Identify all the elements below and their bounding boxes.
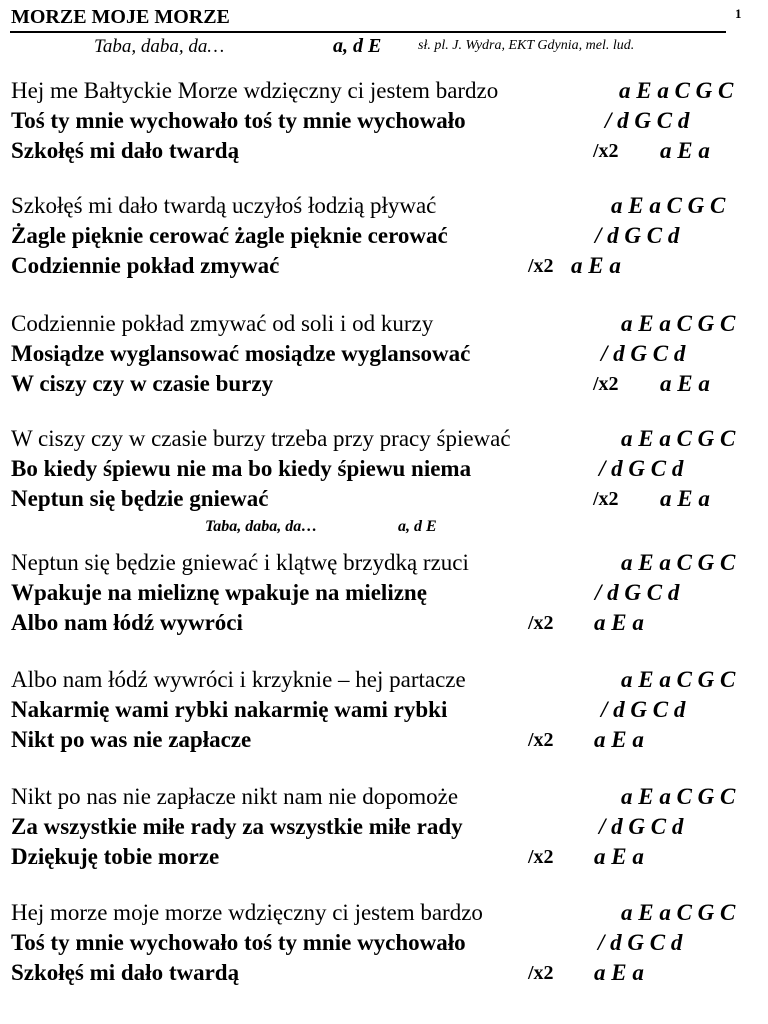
subtitle-chords: a, d E: [333, 35, 382, 57]
lyric-text: Mosiądze wyglansować mosiądze wyglansować: [11, 341, 471, 366]
lyric-text: Wpakuje na mieliznę wpakuje na mieliznę: [11, 580, 427, 605]
chord-label: / d G C d: [598, 930, 683, 955]
repeat-mark: /x2: [593, 140, 619, 162]
repeat-mark: /x2: [528, 612, 554, 634]
chord-label: a E a C G C: [621, 667, 736, 692]
chord-label: a E a C G C: [619, 78, 734, 103]
lyric-text: Albo nam łódź wywróci i krzyknie – hej partacze: [11, 667, 466, 692]
repeat-mark: /x2: [593, 488, 619, 510]
chord-label: / d G C d: [595, 580, 680, 605]
chord-label: / d G C d: [601, 697, 686, 722]
interlude-chords: a, d E: [398, 518, 437, 535]
page-number: 1: [735, 6, 742, 21]
lyric-text: Albo nam łódź wywróci: [11, 610, 243, 635]
chord-label: / d G C d: [605, 108, 690, 133]
repeat-mark: /x2: [528, 962, 554, 984]
lyric-text: Bo kiedy śpiewu nie ma bo kiedy śpiewu niema: [11, 456, 472, 481]
lyric-text: Dziękuję tobie morze: [11, 844, 220, 869]
lyric-text: Neptun się będzie gniewać: [11, 486, 269, 511]
chord-label: a E a C G C: [621, 784, 736, 809]
lyric-text: Codziennie pokład zmywać: [11, 253, 280, 278]
lyric-text: Szkołęś mi dało twardą: [11, 138, 240, 163]
chord-label: a E a: [594, 610, 644, 635]
title-underline: [10, 31, 726, 33]
lyric-text: Codziennie pokład zmywać od soli i od kurzy: [11, 311, 434, 336]
song-title: MORZE MOJE MORZE: [11, 6, 230, 28]
chord-label: / d G C d: [595, 223, 680, 248]
lyric-text: Hej me Bałtyckie Morze wdzięczny ci jestem bardzo: [11, 78, 499, 103]
chord-label: a E a C G C: [621, 900, 736, 925]
lyric-text: Nakarmię wami rybki nakarmię wami rybki: [11, 697, 448, 722]
lyric-text: W ciszy czy w czasie burzy: [11, 371, 274, 396]
repeat-mark: /x2: [528, 729, 554, 751]
lyric-text: Toś ty mnie wychowało toś ty mnie wychowało: [11, 930, 466, 955]
subtitle: Taba, daba, da…: [94, 36, 225, 57]
chord-label: a E a: [594, 960, 644, 985]
chord-label: / d G C d: [599, 814, 684, 839]
lyric-text: Nikt po was nie zapłacze: [11, 727, 252, 752]
repeat-mark: /x2: [593, 373, 619, 395]
lyric-text: W ciszy czy w czasie burzy trzeba przy pracy śpiewać: [11, 426, 511, 451]
lyric-text: Żagle pięknie cerować żagle pięknie cerować: [11, 223, 448, 248]
lyric-text: Za wszystkie miłe rady za wszystkie miłe rady: [11, 814, 463, 839]
chord-label: a E a: [660, 486, 710, 511]
chord-label: a E a C G C: [621, 311, 736, 336]
repeat-mark: /x2: [528, 255, 554, 277]
chord-label: a E a: [660, 371, 710, 396]
chord-label: / d G C d: [599, 456, 684, 481]
lyric-text: Nikt po nas nie zapłacze nikt nam nie dopomoże: [11, 784, 459, 809]
lyric-text: Neptun się będzie gniewać i klątwę brzydką rzuci: [11, 550, 469, 575]
lyric-text: Toś ty mnie wychowało toś ty mnie wychowało: [11, 108, 466, 133]
chord-label: a E a C G C: [611, 193, 726, 218]
chord-label: a E a C G C: [621, 550, 736, 575]
chord-label: a E a: [571, 253, 621, 278]
chord-label: a E a: [594, 727, 644, 752]
lyric-text: Szkołęś mi dało twardą: [11, 960, 240, 985]
chord-label: a E a C G C: [621, 426, 736, 451]
chord-label: / d G C d: [601, 341, 686, 366]
credits: sł. pl. J. Wydra, EKT Gdynia, mel. lud.: [418, 38, 635, 53]
interlude-text: Taba, daba, da…: [205, 518, 318, 535]
lyric-text: Szkołęś mi dało twardą uczyłoś łodzią pływać: [11, 193, 437, 218]
lyric-text: Hej morze moje morze wdzięczny ci jestem bardzo: [11, 900, 483, 925]
chord-label: a E a: [660, 138, 710, 163]
repeat-mark: /x2: [528, 846, 554, 868]
chord-label: a E a: [594, 844, 644, 869]
